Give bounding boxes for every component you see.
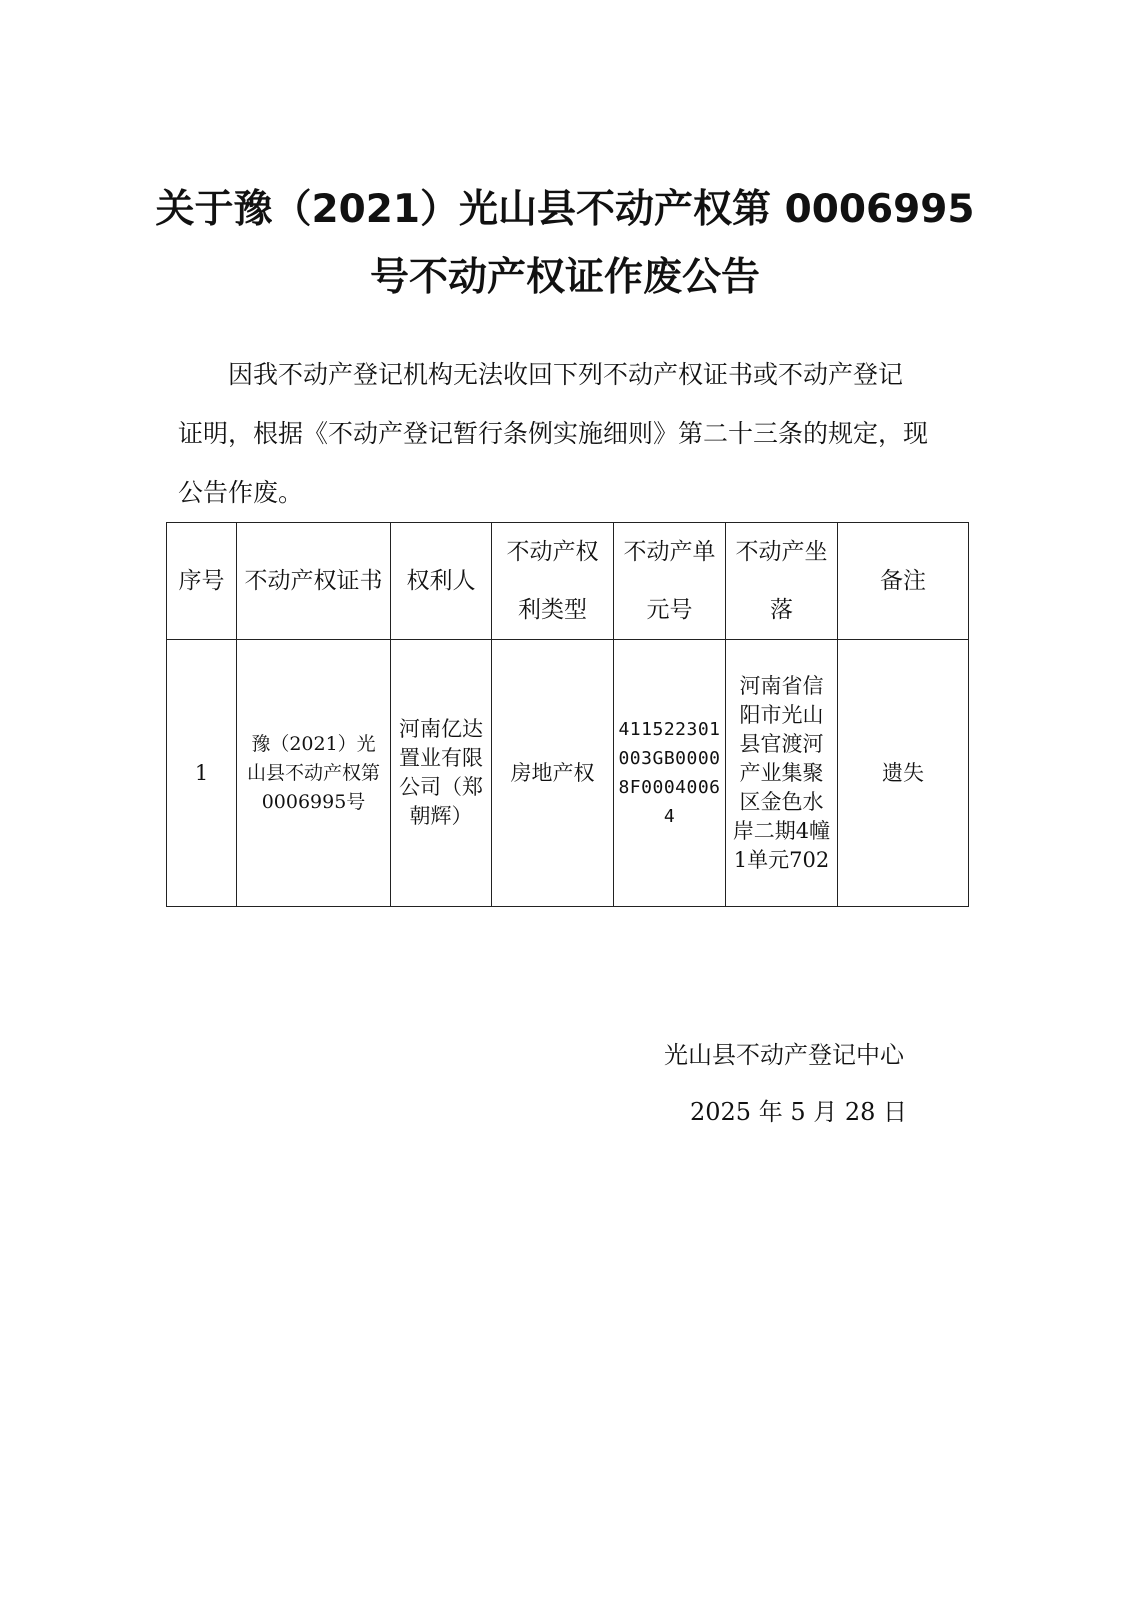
body-paragraph-line-2: 证明，根据《不动产登记暂行条例实施细则》第二十三条的规定，现 [178, 419, 929, 448]
header-unit-no: 不动产单元号 [614, 523, 726, 640]
signature-date: 2025 年 5 月 28 日 [690, 1098, 908, 1126]
cell-holder: 河南亿达置业有限公司（郑朝辉） [391, 640, 492, 907]
header-index: 序号 [167, 523, 237, 640]
cell-remark: 遗失 [838, 640, 969, 907]
body-paragraph-line-1: 因我不动产登记机构无法收回下列不动产权证书或不动产登记 [228, 360, 904, 389]
table-row [167, 640, 969, 907]
cell-unit-no: 411522301003GB00008F00040064 [614, 640, 726, 907]
header-location: 不动产坐落 [726, 523, 838, 640]
cell-location: 河南省信阳市光山县官渡河产业集聚区金色水岸二期4幢1单元702 [726, 640, 838, 907]
signature-organization: 光山县不动产登记中心 [664, 1041, 904, 1069]
header-remark: 备注 [838, 523, 969, 640]
cell-right-type: 房地产权 [492, 640, 614, 907]
cell-index: 1 [167, 640, 237, 907]
header-certificate: 不动产权证书 [237, 523, 391, 640]
notice-title-line-2: 号不动产权证作废公告 [369, 255, 760, 300]
header-holder: 权利人 [391, 523, 492, 640]
table-header-row [167, 523, 969, 640]
cell-certificate: 豫（2021）光山县不动产权第0006995号 [237, 640, 391, 907]
notice-title-line-1: 关于豫（2021）光山县不动产权第 0006995 [155, 187, 975, 232]
certificate-table [166, 522, 969, 907]
header-right-type: 不动产权利类型 [492, 523, 614, 640]
body-paragraph-line-3: 公告作废。 [178, 478, 304, 507]
